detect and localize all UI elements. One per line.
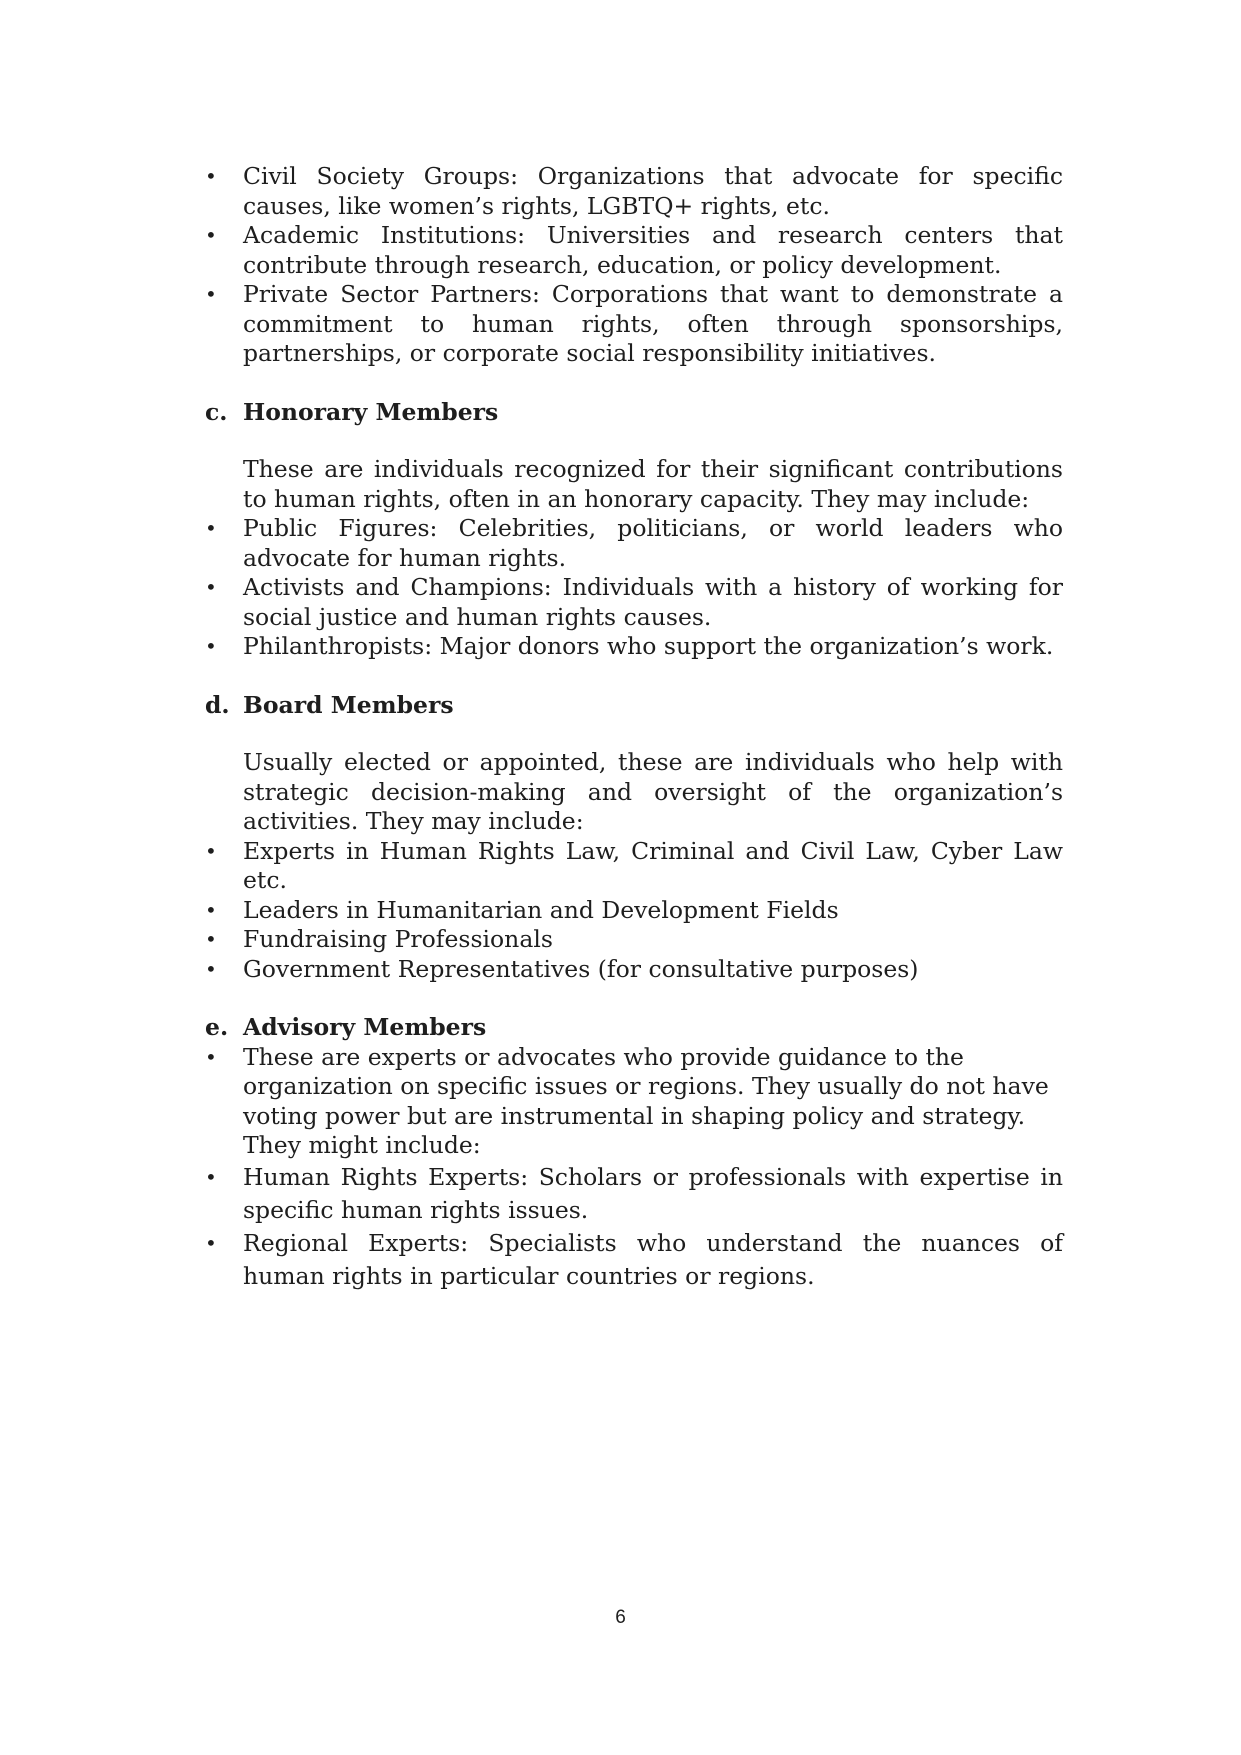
list-item: • Academic Institutions: Universities and research centers that contribute through research, education, or policy development.: [205, 221, 1063, 279]
advisory-bullet-list: [205, 1161, 1063, 1293]
section-heading-advisory-members: [205, 1013, 1063, 1043]
intro-bullet-list: [205, 162, 1063, 369]
bullet-icon: •: [205, 1044, 217, 1069]
list-item: • These are experts or advocates who provide guidance to the organization on specific issues or regions. They usually do not have voting power but are instrumental in shaping policy and strategy. They might include:: [205, 1042, 1049, 1159]
list-item: • Private Sector Partners: Corporations that want to demonstrate a commitment to human rights, often through sponsorships, partnerships, or corporate social responsibility initiatives.: [205, 280, 1063, 367]
section-title: Board Members: [243, 690, 454, 719]
section-heading-board-members: [205, 691, 1063, 721]
section-paragraph: These are individuals recognized for their significant contributions to human rights, often in an honorary capacity. They may include:: [243, 455, 1063, 513]
bullet-icon: •: [205, 516, 217, 540]
section-marker: d.: [205, 690, 230, 719]
bullet-icon: •: [205, 927, 217, 951]
bullet-icon: •: [205, 1164, 217, 1189]
list-item: • Public Figures: Celebrities, politicians, or world leaders who advocate for human rights.: [205, 514, 1063, 572]
advisory-intro-list: [205, 1043, 1063, 1161]
section-marker: e.: [205, 1013, 229, 1041]
bullet-icon: •: [205, 956, 217, 981]
bullet-icon: •: [205, 1230, 217, 1255]
honorary-bullet-list: [205, 514, 1063, 662]
page-number: 6: [615, 1607, 626, 1628]
list-item: • Experts in Human Rights Law, Criminal and Civil Law, Cyber Law etc.: [205, 836, 1063, 894]
list-item: • Civil Society Groups: Organizations that advocate for specific causes, like women’s rights, LGBTQ+ rights, etc.: [205, 162, 1063, 220]
list-item: • Philanthropists: Major donors who support the organization’s work.: [205, 632, 1054, 660]
list-item: • Activists and Champions: Individuals with a history of working for social justice and human rights causes.: [205, 573, 1063, 631]
board-bullet-list: [205, 837, 1063, 985]
document-page: [205, 162, 1063, 1293]
list-item: • Fundraising Professionals: [205, 925, 553, 953]
list-item: • Human Rights Experts: Scholars or professionals with expertise in specific human rights issues.: [205, 1162, 1063, 1224]
section-title: Advisory Members: [243, 1013, 487, 1041]
bullet-icon: •: [205, 282, 217, 306]
bullet-icon: •: [205, 223, 217, 247]
bullet-icon: •: [205, 838, 217, 863]
list-item: • Leaders in Humanitarian and Development Fields: [205, 895, 839, 924]
bullet-icon: •: [205, 575, 217, 599]
section-marker: c.: [205, 397, 228, 426]
section-title: Honorary Members: [243, 397, 499, 426]
section-paragraph: Usually elected or appointed, these are individuals who help with strategic decision-making and oversight of the organization’s activities. They may include:: [243, 748, 1063, 835]
list-item: • Government Representatives (for consultative purposes): [205, 954, 919, 983]
section-heading-honorary-members: [205, 398, 1063, 428]
bullet-icon: •: [205, 897, 217, 922]
bullet-icon: •: [205, 164, 217, 188]
list-item: • Regional Experts: Specialists who understand the nuances of human rights in particular countries or regions.: [205, 1228, 1063, 1290]
bullet-icon: •: [205, 634, 217, 658]
